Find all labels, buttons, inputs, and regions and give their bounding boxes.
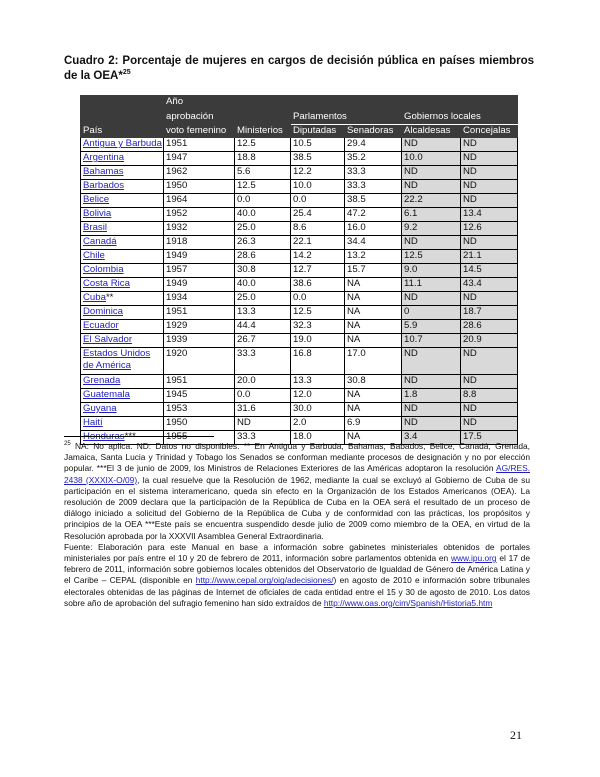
header-anio-l2: aprobación [164,111,235,125]
cell-diputadas: 38.6 [291,278,345,292]
cell-diputadas: 22.1 [291,236,345,250]
cell-anio: 1962 [164,166,235,180]
header-concejalas: Concejalas [461,125,518,138]
footnote-paragraph [64,441,530,542]
cell-concejalas: 12.6 [461,222,518,236]
table-row [81,138,518,152]
cell-pais [81,278,164,292]
cell-concejalas: ND [461,403,518,417]
table-row [81,264,518,278]
cell-concejalas: ND [461,375,518,389]
cell-senadoras: 35.2 [345,152,402,166]
cell-pais [81,264,164,278]
cell-ministerios: 25.0 [235,222,291,236]
header-anio-l1: Año [164,96,235,111]
cell-diputadas: 0.0 [291,292,345,306]
cell-senadoras: NA [345,292,402,306]
source-text: Fuente: Elaboración para este Manual en base a información sobre gabinetes ministeriales obtenidos de portales ministeriales por país entre el 10 y 20 de febrero de 2011, información sobre parlamentos obtenida en [64,541,530,564]
cell-alcaldesas: 6.1 [402,208,461,222]
table-caption [64,54,534,84]
cell-senadoras: 38.5 [345,194,402,208]
table-row [81,222,518,236]
table-row [81,278,518,292]
table-row [81,250,518,264]
country-link[interactable]: Colombia [83,264,124,275]
country-suffix: ** [105,292,114,303]
header-alcaldesas: Alcaldesas [402,125,461,138]
footnote-text: NA: No aplica. ND: Datos no disponibles. ** En Antigua y Barbuda, Bahamas, Babados, Belice, Canadá, Grenada, Jamaica, Santa Lucia y Trinidad y Tobago los Senados se conforman mediante procesos de designación y no por elección popular. ***El 3 de junio de 2009, los Ministros de Relaciones Exteriores de las Américas adoptaron la resolución [64,441,530,474]
cell-anio: 1945 [164,389,235,403]
table-row [81,292,518,306]
cell-anio: 1951 [164,306,235,320]
cell-ministerios: 5.6 [235,166,291,180]
header-anio-l3: voto femenino [164,125,235,138]
cell-alcaldesas: 10.7 [402,334,461,348]
cell-anio: 1952 [164,208,235,222]
cell-concejalas: 14.5 [461,264,518,278]
cell-ministerios: 40.0 [235,278,291,292]
cell-pais [81,306,164,320]
header-blank [81,111,164,125]
cell-concejalas: 13.4 [461,208,518,222]
country-link[interactable]: Canadá [83,236,117,247]
cell-ministerios: 33.3 [235,431,291,445]
cell-ministerios: 0.0 [235,194,291,208]
cell-alcaldesas: 1.8 [402,389,461,403]
cell-senadoras: 6.9 [345,417,402,431]
cell-diputadas: 10.0 [291,180,345,194]
cell-senadoras: 33.3 [345,166,402,180]
country-suffix: *** [124,431,136,442]
source-text: el 17 de febrero de 2011, información sobre gobiernos locales obtenidos del Observatorio de Igualdad de Género de América Latina y el Caribe – CEPAL (disponible en [64,553,530,586]
table-row [81,208,518,222]
ipu-link[interactable]: www.ipu.org [450,553,497,564]
country-link[interactable]: Antigua y Barbuda [83,138,162,149]
cell-anio: 1918 [164,236,235,250]
cell-pais [81,334,164,348]
country-link[interactable]: El Salvador [83,334,133,345]
cell-anio: 1951 [164,375,235,389]
cell-concejalas: 28.6 [461,320,518,334]
cell-alcaldesas: ND [402,417,461,431]
cell-senadoras: NA [345,320,402,334]
cell-concejalas: ND [461,152,518,166]
cell-pais [81,222,164,236]
cell-senadoras: 34.4 [345,236,402,250]
cell-diputadas: 18.0 [291,431,345,445]
cell-pais [81,403,164,417]
cell-alcaldesas: ND [402,375,461,389]
cell-pais [81,236,164,250]
country-link[interactable]: Guatemala [83,389,130,400]
footnote-number: 25 [64,441,71,448]
cell-anio: 1947 [164,152,235,166]
cell-anio: 1929 [164,320,235,334]
country-link[interactable]: Costa Rica [83,278,130,289]
cell-alcaldesas: ND [402,236,461,250]
country-link[interactable]: Ecuador [83,320,119,331]
header-parlamentos: Parlamentos [291,111,402,125]
cell-anio: 1920 [164,348,235,375]
cell-alcaldesas: 3.4 [402,431,461,445]
cell-pais [81,389,164,403]
cell-alcaldesas: 9.2 [402,222,461,236]
cell-alcaldesas: 10.0 [402,152,461,166]
cell-anio: 1951 [164,138,235,152]
table-row [81,348,518,375]
country-link[interactable]: Chile [83,250,105,261]
cell-diputadas: 12.0 [291,389,345,403]
cell-pais [81,152,164,166]
cell-anio: 1949 [164,278,235,292]
cell-pais [81,180,164,194]
cell-anio: 1957 [164,264,235,278]
cell-concejalas: ND [461,292,518,306]
source-paragraph [64,542,530,609]
table-row [81,334,518,348]
cell-alcaldesas: ND [402,138,461,152]
country-link[interactable]: Bahamas [83,166,124,177]
cell-diputadas: 2.0 [291,417,345,431]
cell-senadoras: NA [345,306,402,320]
table-row [81,417,518,431]
cell-ministerios: 40.0 [235,208,291,222]
cell-ministerios: 12.5 [235,180,291,194]
header-blank [461,96,518,111]
cell-diputadas: 14.2 [291,250,345,264]
cell-ministerios: 26.7 [235,334,291,348]
cell-alcaldesas: ND [402,166,461,180]
resolution-link[interactable]: AG/RES. 2438 (XXXIX-O/09) [64,463,530,485]
cell-pais [81,320,164,334]
cell-pais [81,208,164,222]
cell-diputadas: 32.3 [291,320,345,334]
source-text: ) en agosto de 2010 e información sobre tribunales electorales obtenidas de las páginas de Internet de oficiales de cada entidad entre el 15 y 30 de agosto de 2010. Los datos sobre año de aprobación del sufragio femenino han sido extraídos de [64,575,530,608]
cell-pais [81,250,164,264]
cell-concejalas: ND [461,348,518,375]
caption-footnote-ref[interactable]: 25 [122,69,131,77]
cell-diputadas: 30.0 [291,403,345,417]
cell-ministerios: 13.3 [235,306,291,320]
cell-ministerios: 25.0 [235,292,291,306]
cell-ministerios: 33.3 [235,348,291,375]
cell-diputadas: 13.3 [291,375,345,389]
cell-anio: 1939 [164,334,235,348]
footnote-divider [64,436,214,437]
table-row [81,389,518,403]
cell-ministerios: 31.6 [235,403,291,417]
country-link[interactable]: Bolivia [83,208,112,219]
footnote-block [64,441,530,609]
cepal-link[interactable]: http://www.cepal.org/oig/adecisiones/ [195,575,334,586]
cell-alcaldesas: 12.5 [402,250,461,264]
cell-ministerios: 0.0 [235,389,291,403]
cell-diputadas: 16.8 [291,348,345,375]
cell-ministerios: 30.8 [235,264,291,278]
header-blank [402,96,461,111]
cell-diputadas: 12.2 [291,166,345,180]
cell-senadoras: NA [345,334,402,348]
header-blank [291,96,345,111]
cell-ministerios: 44.4 [235,320,291,334]
cell-diputadas: 12.5 [291,306,345,320]
cell-ministerios: 28.6 [235,250,291,264]
cell-concejalas: 43.4 [461,278,518,292]
cell-concejalas: ND [461,194,518,208]
cell-anio: 1949 [164,250,235,264]
cell-senadoras: 13.2 [345,250,402,264]
cell-concejalas: 21.1 [461,250,518,264]
table-row [81,375,518,389]
country-link[interactable]: Guyana [83,403,117,414]
cell-diputadas: 8.6 [291,222,345,236]
cell-pais [81,138,164,152]
cell-concejalas: 20.9 [461,334,518,348]
cell-senadoras: 47.2 [345,208,402,222]
table-row [81,194,518,208]
cell-alcaldesas: 0 [402,306,461,320]
page-number: 21 [510,728,522,742]
header-blank [345,96,402,111]
cell-concejalas: 18.7 [461,306,518,320]
cell-senadoras: 33.3 [345,180,402,194]
oas-link[interactable]: http://www.oas.org/cim/Spanish/Historia5.htm [323,597,493,608]
cell-concejalas: 17.5 [461,431,518,445]
header-blank [235,96,291,111]
cell-alcaldesas: ND [402,403,461,417]
cell-pais [81,375,164,389]
header-senadoras: Senadoras [345,125,402,138]
table-row [81,236,518,250]
header-gobiernos-locales: Gobiernos locales [402,111,518,125]
cell-pais [81,417,164,431]
country-link[interactable]: Honduras [83,431,125,442]
cell-pais [81,166,164,180]
table-row [81,152,518,166]
cell-diputadas: 12.7 [291,264,345,278]
cell-senadoras: 29.4 [345,138,402,152]
country-link[interactable]: Belice [83,194,110,205]
cell-anio: 1950 [164,180,235,194]
country-link[interactable]: Estados Unidos de América [83,348,151,371]
cell-alcaldesas: 22.2 [402,194,461,208]
cell-alcaldesas: 5.9 [402,320,461,334]
cell-alcaldesas: ND [402,348,461,375]
cell-anio: 1955 [164,431,235,445]
cell-anio: 1953 [164,403,235,417]
cell-alcaldesas: ND [402,180,461,194]
cell-senadoras: NA [345,431,402,445]
cell-diputadas: 38.5 [291,152,345,166]
cell-ministerios: 26.3 [235,236,291,250]
cell-ministerios: 20.0 [235,375,291,389]
cell-ministerios: 18.8 [235,152,291,166]
caption-text: Cuadro 2: Porcentaje de mujeres en cargos de decisión pública en países miembros de la OEA* [64,55,534,82]
cell-concejalas: ND [461,417,518,431]
cell-concejalas: ND [461,138,518,152]
cell-anio: 1950 [164,417,235,431]
country-link[interactable]: Haití [83,417,103,428]
cell-diputadas: 25.4 [291,208,345,222]
cell-senadoras: 30.8 [345,375,402,389]
cell-concejalas: ND [461,180,518,194]
country-link[interactable]: Cuba [83,292,106,303]
footnote-text: , la cual resuelve que la Resolución de 1962, mediante la cual se excluyó al Gobierno de Cuba de su participación en el sistema interamericano, queda sin efecto en la Organización de los Estados Americanos (OEA). La resolución de 2009 declara que la participación de la República de Cuba en la OEA será el resultado de un proceso de diálogo iniciado a solicitud del Gobierno de la República de Cuba y de conformidad con las prácticas, los propósitos y principios de la OEA ***Este país se encuentra suspendido desde julio de 2009 como miembro de la OEA, en virtud de la Resolución aprobada por la XXXVII Asamblea General Extraordinaria. [64,474,530,541]
cell-concejalas: ND [461,236,518,250]
country-link[interactable]: Dominica [83,306,123,317]
table-row [81,166,518,180]
cell-anio: 1932 [164,222,235,236]
cell-diputadas: 0.0 [291,194,345,208]
cell-alcaldesas: 11.1 [402,278,461,292]
country-link[interactable]: Grenada [83,375,121,386]
cell-pais [81,194,164,208]
cell-ministerios: 12.5 [235,138,291,152]
table-row [81,306,518,320]
cell-diputadas: 10.5 [291,138,345,152]
cell-diputadas: 19.0 [291,334,345,348]
header-pais: País [81,125,164,138]
cell-alcaldesas: 9.0 [402,264,461,278]
cell-senadoras: 17.0 [345,348,402,375]
header-blank [81,96,164,111]
cell-concejalas: 8.8 [461,389,518,403]
cell-pais [81,348,164,375]
header-blank [235,111,291,125]
table-row [81,180,518,194]
cell-senadoras: NA [345,278,402,292]
women-decision-table [80,95,518,445]
table-row [81,403,518,417]
cell-senadoras: NA [345,389,402,403]
country-link[interactable]: Argentina [83,152,125,163]
cell-anio: 1964 [164,194,235,208]
cell-senadoras: NA [345,403,402,417]
cell-alcaldesas: ND [402,292,461,306]
country-link[interactable]: Brasil [83,222,107,233]
cell-senadoras: 15.7 [345,264,402,278]
cell-concejalas: ND [461,166,518,180]
cell-senadoras: 16.0 [345,222,402,236]
header-ministerios: Ministerios [235,125,291,138]
table-row [81,320,518,334]
country-link[interactable]: Barbados [83,180,125,191]
cell-pais [81,292,164,306]
cell-ministerios: ND [235,417,291,431]
header-diputadas: Diputadas [291,125,345,138]
cell-anio: 1934 [164,292,235,306]
table-body [81,138,518,445]
